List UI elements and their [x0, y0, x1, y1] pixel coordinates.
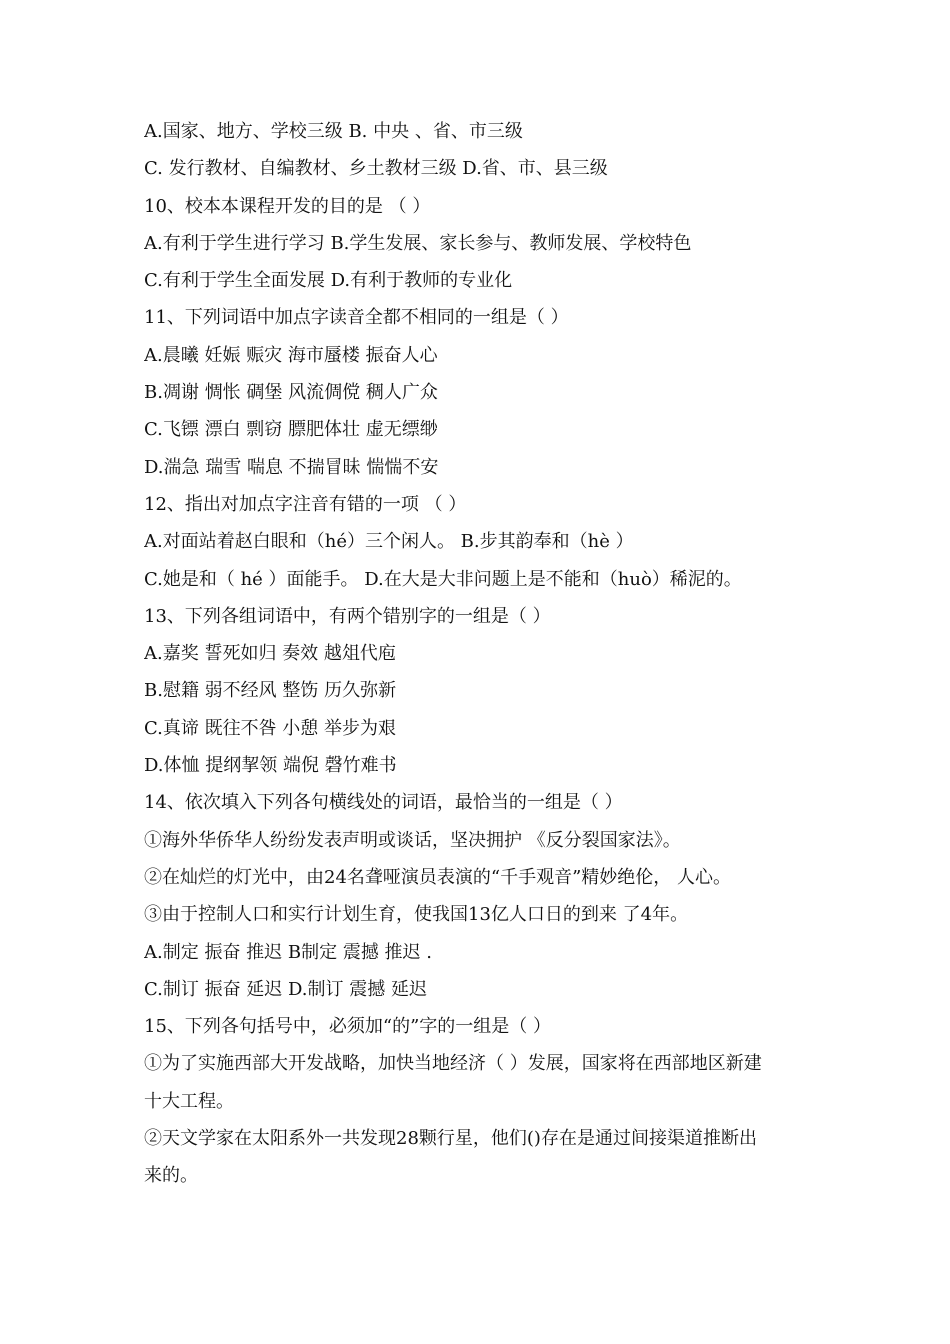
option-line-q14-cd: C.制订 振奋 延迟 D.制订 震撼 延迟	[144, 978, 427, 1000]
option-q11-a: A.晨曦 妊娠 赈灾 海市蜃楼 振奋人心	[144, 344, 438, 366]
option-q11-b: B.凋谢 惆怅 碉堡 风流倜傥 稠人广众	[144, 382, 438, 404]
option-line-q10-cd: C.有利于学生全面发展 D.有利于教师的专业化	[144, 270, 513, 292]
question-14: 14、依次填入下列各句横线处的词语，最恰当的一组是（ ）	[144, 792, 623, 814]
option-line-q12-cd: C.她是和（ hé ）面能手。 D.在大是大非问题上是不能和（huò）稀泥的。	[144, 568, 742, 590]
q14-sentence-3: ③由于控制人口和实行计划生育，使我国13亿人口日的到来 了4年。	[144, 904, 689, 926]
document-page	[144, 113, 814, 1195]
option-q13-d: D.体恤 提纲挈领 端倪 磬竹难书	[144, 755, 397, 777]
question-12: 12、指出对加点字注音有错的一项 （ ）	[144, 493, 467, 515]
q15-sentence-2-line-1: ②天文学家在太阳系外一共发现28颗行星，他们()存在是通过间接渠道推断出	[144, 1128, 757, 1150]
option-line-q9-cd: C. 发行教材、自编教材、乡土教材三级 D.省、市、县三级	[144, 158, 608, 180]
q15-sentence-1-line-2: 十大工程。	[144, 1090, 234, 1112]
question-15: 15、下列各句括号中，必须加“的”字的一组是（ ）	[144, 1016, 552, 1038]
q15-sentence-2-line-2: 来的。	[144, 1165, 198, 1187]
option-q13-c: C.真谛 既往不咎 小憩 举步为艰	[144, 717, 397, 739]
option-line-q9-ab: A.国家、地方、学校三级 B. 中央 、省、市三级	[144, 121, 523, 142]
option-line-q12-ab: A.对面站着赵白眼和（hé）三个闲人。 B.步其韵奉和（hè ）	[144, 531, 634, 553]
option-q11-c: C.飞镖 漂白 剽窃 膘肥体壮 虚无缥缈	[144, 419, 438, 441]
question-13: 13、下列各组词语中，有两个错别字的一组是（ ）	[144, 605, 551, 627]
q14-sentence-2: ②在灿烂的灯光中，由24名聋哑演员表演的“千手观音”精妙绝伦， 人心。	[144, 866, 732, 888]
option-line-q10-ab: A.有利于学生进行学习 B.学生发展、家长参与、教师发展、学校特色	[144, 232, 692, 254]
question-11: 11、下列词语中加点字读音全都不相同的一组是（ ）	[144, 307, 569, 329]
q14-sentence-1: ①海外华侨华人纷纷发表声明或谈话，坚决拥护 《反分裂国家法》。	[144, 829, 681, 851]
option-line-q14-ab: A.制定 振奋 推迟 B制定 震撼 推迟 .	[144, 941, 432, 963]
q15-sentence-1-line-1: ①为了实施西部大开发战略，加快当地经济（ ）发展，国家将在西部地区新建	[144, 1053, 762, 1075]
question-10: 10、校本本课程开发的目的是 （ ）	[144, 195, 431, 217]
option-q13-b: B.慰籍 弱不经风 整饬 历久弥新	[144, 680, 397, 702]
option-q11-d: D.湍急 瑞雪 喘息 不揣冒昧 惴惴不安	[144, 456, 439, 478]
option-q13-a: A.嘉奖 誓死如归 奏效 越俎代庖	[144, 643, 396, 665]
